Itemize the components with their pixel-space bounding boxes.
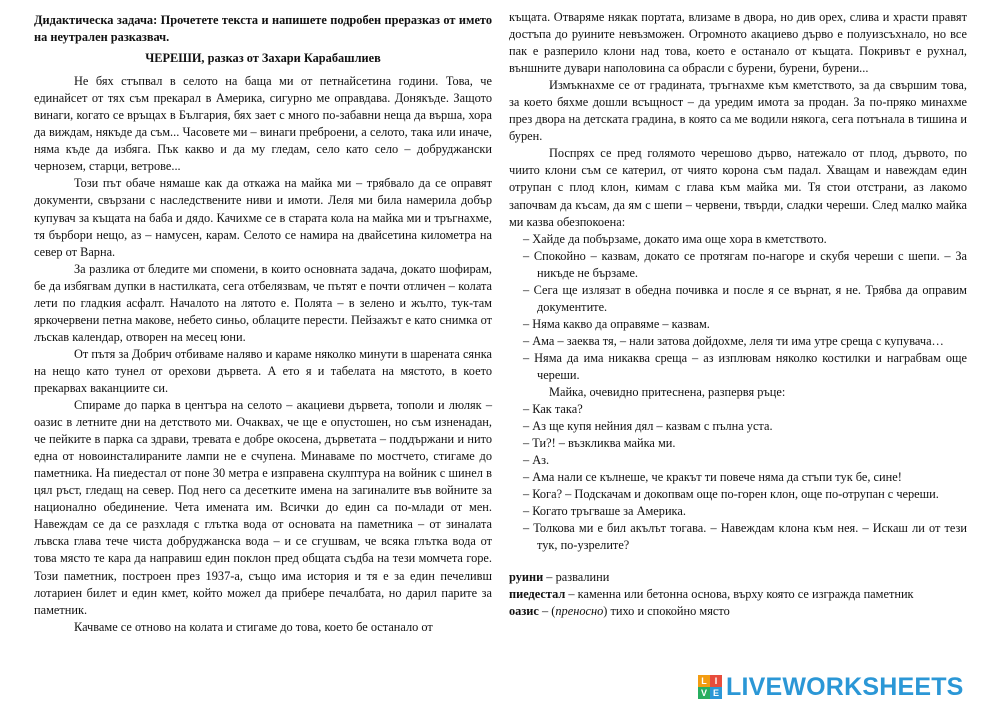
glossary-entry: [509, 586, 967, 603]
glossary-separator: –: [538, 603, 552, 618]
story-title: ЧЕРЕШИ, разказ от Захари Карабашлиев: [145, 51, 381, 66]
dialogue-line: – Кога? – Подскачам и докопвам още по-горен клон, още по-отрупан с череши.: [523, 487, 939, 502]
paragraph: От пътя за Добрич отбиваме наляво и караме няколко минути в шарената сянка на нещо като тунел от орехови дървета. А ето я и табелата на мястото, в което прекарвах ваканциите си.: [34, 346, 492, 395]
task-instruction: Дидактическа задача: Прочетете текста и напишете подробен преразказ от името на неутрален разказвач.: [34, 13, 492, 45]
glossary-entry: оазис – (преносно) тихо и спокойно място: [509, 603, 730, 618]
paragraph: Не бях стъпвал в селото на баща ми от петнайсетина години. Това, че единайсет от тях съм прекарал в Америка, сигурно ме оправдава. Донякъде. Защото винаги, когато се връщах в България, бях зает с много по-забавни неща да върша, хора да виждам, някъде да съм... Часовете ми – винаги преброени, а селото, така или иначе, няма къде да избяга. Пък какво и да му гледам, село като село – добруджански чернозем, старци, ветрове...: [34, 74, 492, 174]
paragraph: Поспрях се пред голямото черешово дърво, натежало от плод, дървото, по чиито клони съм се катерил, от чиято корона съм падал. Хващам и навеждам един отрупан с плод клон, кимам с глава към майка ми. Тя стои отстрани, аз лакомо започвам да късам, да ям с шепи – червени, твърди, сладки череши. След малко майка ми казва обезпокоена:: [509, 146, 967, 229]
dialogue-line: – Как така?: [523, 402, 583, 417]
dialogue-line: – Ти?! – възкликва майка ми.: [523, 436, 676, 451]
dialogue-line: – Ама нали се кълнеше, че кракът ти повече няма да стъпи тук бе, сине!: [523, 470, 902, 485]
glossary-definition: тихо и спокойно място: [610, 603, 730, 618]
glossary-term: пиедестал: [509, 586, 566, 601]
glossary-separator: –: [543, 569, 556, 584]
dialogue-line: – Аз.: [523, 453, 550, 468]
logo-mark-icon: [698, 675, 722, 699]
dialogue-line: – Хайде да побързаме, докато има още хора в кметството.: [523, 231, 827, 246]
glossary-definition: развалини: [555, 569, 610, 584]
dialogue-line: – Когато тръгваше за Америка.: [523, 504, 686, 519]
glossary-entry: [509, 569, 967, 586]
liveworksheets-logo: [698, 672, 964, 702]
paragraph: Този път обаче нямаше как да откажа на майка ми – трябвало да се оправят документи, свързани с наследствените ниви и имоти. Леля ми била намерила добър купувач за къщата на баба и дядо. Качихме се в старата кола на майка ми и тръгнахме, тя бърбори нещо, аз – намусен, карам. Селото се намира на двайсетина километра на север от Варна.: [34, 176, 492, 259]
paragraph: Качваме се отново на колата и стигаме до това, което бе останало от: [74, 619, 433, 634]
paragraph: Спираме до парка в центъра на селото – акациеви дървета, тополи и люляк – оазис в летните дни на детството ми. Очаквах, че ще е опустошен, но съм изненадан, че пейките в парка са здрави, тревата е добре окосена, дърветата – поддържани и нито една от новоинсталираните лампи не е счупена. Минаваме по мостчето, стигаме до паметника. На пиедестал от поне 30 метра е изправена скулптура на войник с шинел в цял ръст, гледащ на север. Под него са десетките имена на загиналите във войните за национално обединение. Чета имената им. Всички до един са по-млади от мен. Навеждам се да се разхладя с глътка вода от основата на паметника – от зиналата лъвска глава тече чиста добруджанска вода – и се сгушвам, че всяка глътка вода от това място те кара да направиш един поклон пред общата съдба на тези момчета горе. Този паметник, построен през 1937-а, също има история и тя е за един печеливш лотариен билет и един кмет, който можел да прибере печалбата, но дарил парите за паметник.: [34, 398, 492, 617]
left-column: [34, 12, 492, 636]
logo-text: LIVEWORKSHEETS: [726, 672, 964, 701]
paragraph: Майка, очевидно притеснена, разпервя ръце:: [549, 385, 786, 400]
glossary-separator: –: [565, 586, 578, 601]
glossary-term: оазис: [509, 603, 539, 618]
logo-letter-l: L: [698, 675, 710, 687]
logo-letter-e: E: [710, 687, 722, 699]
glossary-definition: каменна или бетонна основа, върху която се изгражда паметник: [577, 586, 914, 601]
glossary-term: руини: [509, 569, 544, 584]
dialogue-line: – Няма да има никаква среща – аз изплювам няколко костилки и награбвам още череши.: [523, 350, 967, 382]
logo-letter-v: V: [698, 687, 710, 699]
logo-letter-i: I: [710, 675, 722, 687]
dialogue-line: – Сега ще излязат в обедна почивка и после я се върнат, я не. Трябва да оправим документите.: [523, 282, 967, 314]
right-column: [509, 9, 967, 620]
dialogue-line: – Спокойно – казвам, докато се протягам по-нагоре и скубя череши с шепи. – За никъде не бързаме.: [523, 248, 967, 280]
paragraph: Измъкнахме се от градината, тръгнахме към кметството, за да свършим това, за което бяхме дошли всъщност – да уредим имота за продан. За по-пряко минахме през двора на детската градина, в която са ме водили някога, сега потънала в тишина и бурен.: [509, 78, 967, 144]
dialogue-line: – Няма какво да оправяме – казвам.: [523, 316, 710, 331]
dialogue-line: – Аз ще купя нейния дял – казвам с пълна уста.: [523, 419, 773, 434]
paragraph: къщата. Отваряме някак портата, влизаме в двора, но див орех, слива и храсти правят достъпа до руините невъзможен. Огромното акациево дърво е полуизсъхнало, но все пак е разперило клони над това, което е останало от къщата. Покривът е рухнал, външните дувари наполовина са обрасли с бурени, бурени, бурени...: [509, 10, 967, 76]
glossary-note: преносно: [555, 603, 604, 618]
paragraph: За разлика от бледите ми спомени, в които основната задача, докато шофирам, бе да избягвам дупки в настилката, сега отбелязвам, че пътят е почти отличен – колата лети по гладкия асфалт. Началото на лятото е. Полята – в зелено и жълто, тук-там яркочервени петна макове, небето синьо, облаците перести. Пейзажът е като снимка от лъскав календар, отворен на месец юни.: [34, 261, 492, 344]
dialogue-line: – Ама – заеква тя, – нали затова дойдохме, леля ти има утре среща с купувача…: [523, 333, 944, 348]
glossary: [509, 569, 967, 620]
dialogue-line: – Толкова ми е бил акълът тогава. – Навеждам клона към нея. – Искаш ли от тези тук, по-узрелите?: [523, 521, 967, 553]
